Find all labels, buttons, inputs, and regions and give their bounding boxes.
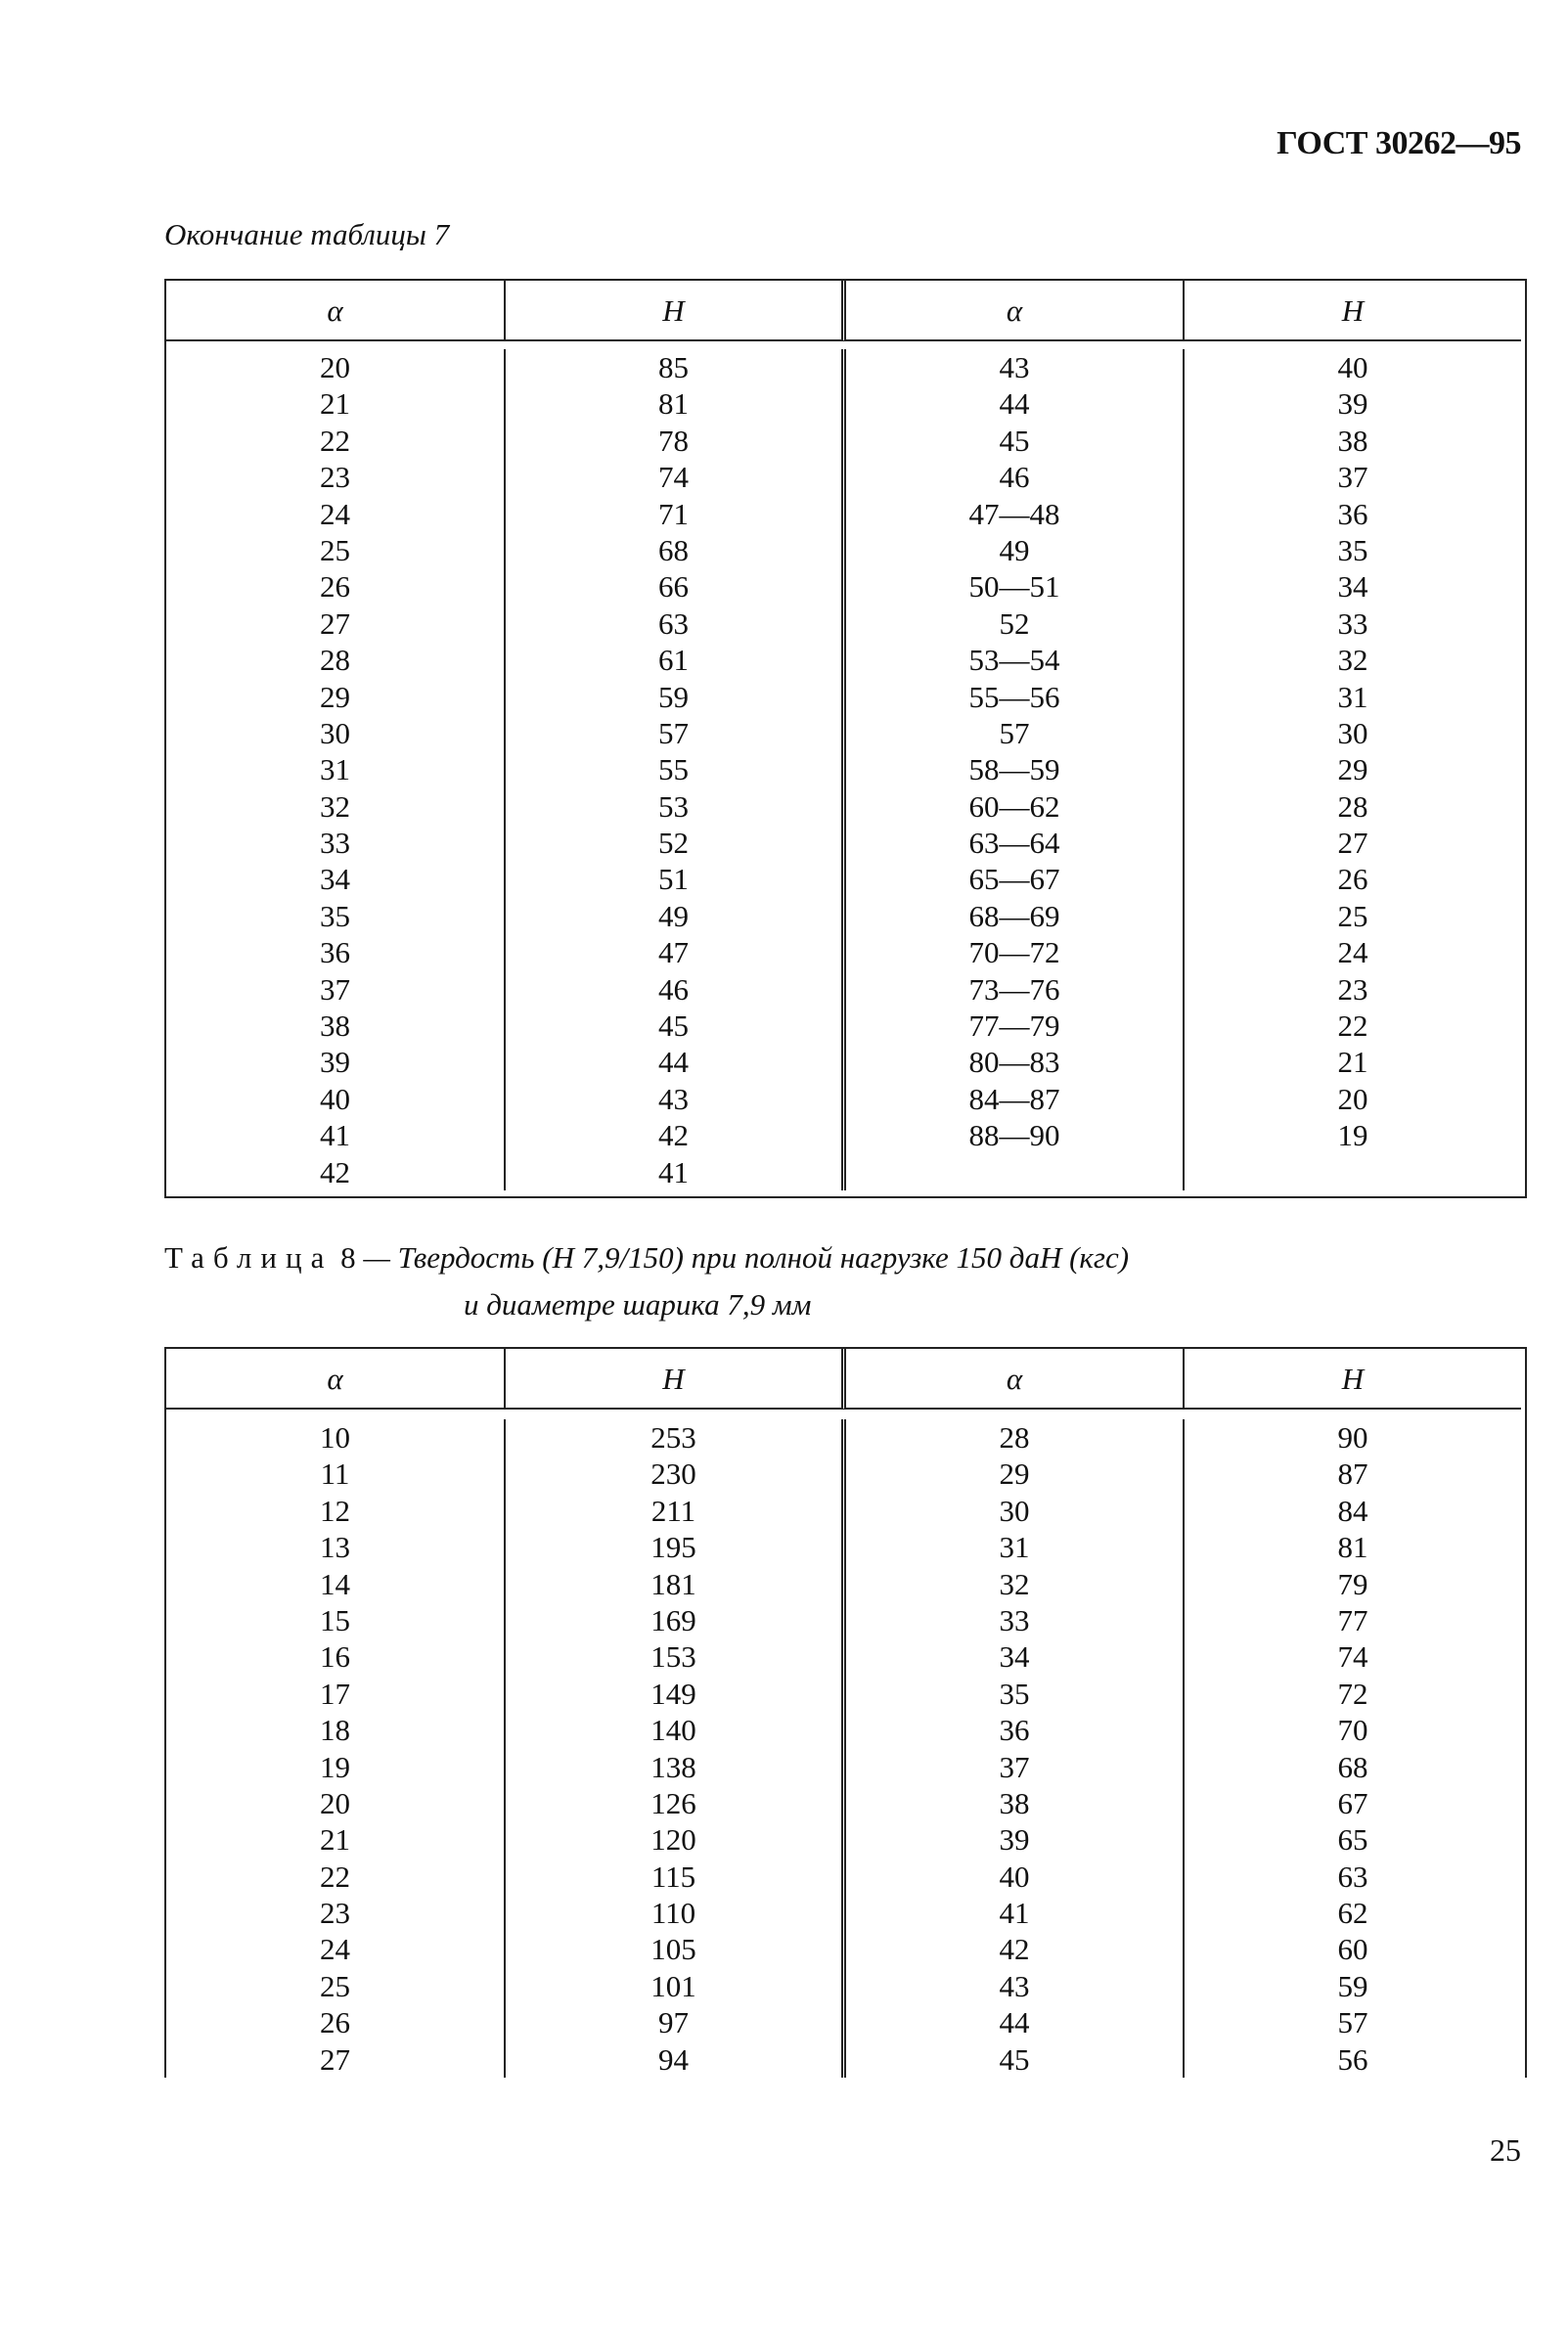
table-cell: 65 — [1337, 1822, 1368, 1858]
column-header: H — [506, 1349, 846, 1410]
page-number: 25 — [1490, 2132, 1521, 2168]
table-cell: 34 — [166, 861, 506, 897]
table-cell: 47—48 — [846, 496, 1185, 532]
table-row — [166, 1785, 1525, 1821]
table-cell: 43 — [846, 349, 1185, 385]
table-cell: 29 — [846, 1456, 1185, 1492]
table-cell: 22 — [166, 1859, 506, 1895]
column-header: α — [166, 281, 506, 341]
table-cell: 42 — [166, 1154, 506, 1190]
table-cell: 60 — [1337, 1932, 1368, 1967]
table-cell: 57 — [506, 715, 846, 751]
table-cell: 61 — [506, 642, 846, 678]
table-cell: 37 — [1337, 460, 1368, 495]
table-cell: 31 — [1337, 679, 1368, 714]
table-row — [166, 1676, 1525, 1712]
table-cell: 68—69 — [846, 898, 1185, 934]
table-row — [166, 1602, 1525, 1638]
table-cell: 68 — [1337, 1749, 1368, 1784]
table-cell: 101 — [506, 1968, 846, 2004]
table-cell: 115 — [506, 1859, 846, 1895]
table-header-row — [166, 1349, 1525, 1410]
table-cell: 24 — [166, 1931, 506, 1967]
table-cell: 23 — [166, 1895, 506, 1931]
table-row — [166, 605, 1525, 642]
table-cell: 20 — [166, 349, 506, 385]
table-8 — [164, 1347, 1527, 2078]
table-cell: 34 — [1337, 569, 1368, 605]
table-cell: 57 — [846, 715, 1185, 751]
table-cell: 40 — [1337, 350, 1368, 384]
table-cell: 49 — [506, 898, 846, 934]
table8-title-line2: и диаметре шарика 7,9 мм — [464, 1287, 812, 1322]
table-row — [166, 1493, 1525, 1529]
table-cell: 62 — [1337, 1896, 1368, 1931]
document-id-header: ГОСТ 30262—95 — [1277, 125, 1521, 161]
table-cell: 35 — [166, 898, 506, 934]
table-row — [166, 568, 1525, 605]
table-cell: 44 — [846, 385, 1185, 422]
table-cell: 43 — [506, 1081, 846, 1117]
table-cell: 230 — [506, 1456, 846, 1492]
table-cell: 42 — [506, 1117, 846, 1153]
table-cell: 81 — [506, 385, 846, 422]
table-row — [166, 1895, 1525, 1931]
table-cell: 26 — [166, 568, 506, 605]
table-cell: 23 — [1337, 971, 1368, 1007]
table-row — [166, 1117, 1525, 1153]
table-cell: 126 — [506, 1785, 846, 1821]
table-cell: 18 — [166, 1712, 506, 1748]
table-cell: 39 — [1337, 386, 1368, 422]
table-cell: 33 — [1337, 605, 1368, 641]
table8-title: — Твердость (H 7,9/150) при полной нагрузке 150 даН (кгс) — [363, 1240, 1130, 1275]
table-cell: 10 — [166, 1419, 506, 1456]
table-cell: 30 — [1337, 715, 1368, 750]
table-cell: 50—51 — [846, 568, 1185, 605]
table-cell: 59 — [506, 679, 846, 715]
table-cell: 44 — [846, 2004, 1185, 2040]
table-row — [166, 1529, 1525, 1565]
table-cell: 58—59 — [846, 751, 1185, 787]
table-row — [166, 349, 1525, 385]
table-row — [166, 679, 1525, 715]
table-cell: 13 — [166, 1529, 506, 1565]
table-cell: 43 — [846, 1968, 1185, 2004]
column-header: H — [506, 281, 846, 341]
table-cell: 74 — [1337, 1639, 1368, 1675]
table-cell: 90 — [1337, 1420, 1368, 1455]
table-cell: 169 — [506, 1602, 846, 1638]
table-row — [166, 898, 1525, 934]
table-cell: 52 — [846, 605, 1185, 642]
table-cell: 97 — [506, 2004, 846, 2040]
table-cell: 35 — [1337, 532, 1368, 567]
table-cell: 77—79 — [846, 1008, 1185, 1044]
table-cell: 32 — [846, 1566, 1185, 1602]
table-cell: 42 — [846, 1931, 1185, 1967]
table-cell: 15 — [166, 1602, 506, 1638]
table-cell: 24 — [166, 496, 506, 532]
table-cell: 105 — [506, 1931, 846, 1967]
table-cell: 70—72 — [846, 934, 1185, 970]
table-cell: 45 — [846, 2041, 1185, 2078]
table-cell: 27 — [166, 2041, 506, 2078]
table-cell: 77 — [1337, 1602, 1368, 1637]
table-cell: 67 — [1337, 1785, 1368, 1820]
table-row — [166, 971, 1525, 1008]
table-cell: 46 — [846, 459, 1185, 495]
table-row — [166, 1712, 1525, 1748]
table-row — [166, 532, 1525, 568]
table-row — [166, 1566, 1525, 1602]
table-cell: 59 — [1337, 1968, 1368, 2003]
table-cell: 25 — [166, 1968, 506, 2004]
table-cell: 84—87 — [846, 1081, 1185, 1117]
table-body — [166, 1410, 1525, 2078]
table-cell: 27 — [166, 605, 506, 642]
table-row — [166, 1749, 1525, 1785]
table-cell: 19 — [166, 1749, 506, 1785]
table-header-row — [166, 281, 1525, 341]
table-cell: 20 — [1337, 1081, 1368, 1116]
table-cell: 38 — [846, 1785, 1185, 1821]
table-cell: 84 — [1337, 1493, 1368, 1528]
table-cell: 28 — [1337, 788, 1368, 824]
column-header: α — [846, 281, 1185, 341]
table-cell: 17 — [166, 1676, 506, 1712]
table-row — [166, 1859, 1525, 1895]
table-cell: 41 — [166, 1117, 506, 1153]
table-cell: 45 — [846, 423, 1185, 459]
table-cell: 37 — [166, 971, 506, 1008]
table-cell: 36 — [166, 934, 506, 970]
table-row — [166, 1931, 1525, 1967]
column-header: α — [166, 1349, 506, 1410]
table-cell: 30 — [166, 715, 506, 751]
table-cell: 120 — [506, 1821, 846, 1858]
table-cell — [1185, 1154, 1521, 1190]
column-header: H — [1185, 281, 1521, 341]
table-cell: 55 — [506, 751, 846, 787]
table-cell: 28 — [166, 642, 506, 678]
table-cell: 20 — [166, 1785, 506, 1821]
table-row — [166, 2004, 1525, 2040]
table-cell: 79 — [1337, 1566, 1368, 1601]
table-cell: 31 — [846, 1529, 1185, 1565]
table-row — [166, 934, 1525, 970]
table-cell: 22 — [1337, 1008, 1368, 1044]
table-row — [166, 1419, 1525, 1456]
table-cell: 25 — [1337, 898, 1368, 933]
table-cell: 181 — [506, 1566, 846, 1602]
table-cell: 63—64 — [846, 825, 1185, 861]
table-cell: 16 — [166, 1638, 506, 1675]
table-row — [166, 751, 1525, 787]
table-cell: 14 — [166, 1566, 506, 1602]
table-cell: 85 — [506, 349, 846, 385]
table-cell: 25 — [166, 532, 506, 568]
table-cell: 40 — [166, 1081, 506, 1117]
table-row — [166, 2041, 1525, 2078]
table-7 — [164, 279, 1527, 1198]
table-cell: 45 — [506, 1008, 846, 1044]
table-row — [166, 1154, 1525, 1190]
table-row — [166, 861, 1525, 897]
table-cell: 36 — [846, 1712, 1185, 1748]
table-cell: 40 — [846, 1859, 1185, 1895]
table-cell: 73—76 — [846, 971, 1185, 1008]
table-cell: 71 — [506, 496, 846, 532]
table-cell: 22 — [166, 423, 506, 459]
table-row — [166, 1638, 1525, 1675]
table-cell: 39 — [166, 1044, 506, 1080]
table-cell: 211 — [506, 1493, 846, 1529]
table-cell: 44 — [506, 1044, 846, 1080]
table-cell: 66 — [506, 568, 846, 605]
table-cell: 53—54 — [846, 642, 1185, 678]
table-cell: 87 — [1337, 1456, 1368, 1492]
table-cell: 41 — [846, 1895, 1185, 1931]
table-cell: 81 — [1337, 1530, 1368, 1565]
table-cell: 33 — [846, 1602, 1185, 1638]
table-cell: 149 — [506, 1676, 846, 1712]
table-cell: 12 — [166, 1493, 506, 1529]
table-cell: 140 — [506, 1712, 846, 1748]
table-cell: 65—67 — [846, 861, 1185, 897]
table-row — [166, 496, 1525, 532]
table-row — [166, 642, 1525, 678]
table-cell: 60—62 — [846, 788, 1185, 825]
table-row — [166, 1081, 1525, 1117]
table-cell: 63 — [1337, 1859, 1368, 1894]
table-cell: 30 — [846, 1493, 1185, 1529]
table-cell: 35 — [846, 1676, 1185, 1712]
table-cell: 32 — [1337, 643, 1368, 678]
table-cell: 94 — [506, 2041, 846, 2078]
column-header: H — [1185, 1349, 1521, 1410]
table-cell: 29 — [1337, 752, 1368, 787]
column-header: α — [846, 1349, 1185, 1410]
table-cell: 138 — [506, 1749, 846, 1785]
table-cell: 31 — [166, 751, 506, 787]
table-row — [166, 385, 1525, 422]
table-row — [166, 788, 1525, 825]
table-cell: 47 — [506, 934, 846, 970]
table-cell: 21 — [166, 1821, 506, 1858]
table-row — [166, 1456, 1525, 1492]
table-cell: 253 — [506, 1419, 846, 1456]
table-cell: 51 — [506, 861, 846, 897]
table-cell: 68 — [506, 532, 846, 568]
table7-caption: Окончание таблицы 7 — [164, 217, 450, 251]
table-row — [166, 825, 1525, 861]
table-cell: 36 — [1337, 496, 1368, 531]
table-cell: 32 — [166, 788, 506, 825]
table-cell: 26 — [1337, 862, 1368, 897]
table-cell: 53 — [506, 788, 846, 825]
table-row — [166, 459, 1525, 495]
table-cell: 27 — [1337, 826, 1368, 861]
table-cell: 37 — [846, 1749, 1185, 1785]
table-cell: 24 — [1337, 935, 1368, 970]
table-cell: 38 — [166, 1008, 506, 1044]
table-cell: 21 — [1337, 1045, 1368, 1080]
table-cell: 29 — [166, 679, 506, 715]
table-cell: 11 — [166, 1456, 506, 1492]
table-cell: 34 — [846, 1638, 1185, 1675]
table8-label: Таблица — [164, 1240, 334, 1275]
table-cell: 23 — [166, 459, 506, 495]
table-row — [166, 1008, 1525, 1044]
table-cell: 72 — [1337, 1676, 1368, 1711]
table-cell: 195 — [506, 1529, 846, 1565]
table-cell: 110 — [506, 1895, 846, 1931]
table-cell: 21 — [166, 385, 506, 422]
table-cell: 26 — [166, 2004, 506, 2040]
table-row — [166, 1044, 1525, 1080]
table-cell: 28 — [846, 1419, 1185, 1456]
table-cell: 57 — [1337, 2005, 1368, 2040]
table-cell: 70 — [1337, 1713, 1368, 1748]
table-cell: 78 — [506, 423, 846, 459]
table-cell: 80—83 — [846, 1044, 1185, 1080]
table-cell: 55—56 — [846, 679, 1185, 715]
table-cell: 88—90 — [846, 1117, 1185, 1153]
table-cell: 49 — [846, 532, 1185, 568]
table-cell — [846, 1154, 1185, 1190]
table-body — [166, 341, 1525, 1198]
table-row — [166, 423, 1525, 459]
table-cell: 153 — [506, 1638, 846, 1675]
table-cell: 38 — [1337, 423, 1368, 458]
table-cell: 33 — [166, 825, 506, 861]
table-cell: 63 — [506, 605, 846, 642]
table-cell: 56 — [1337, 2041, 1368, 2077]
table8-caption — [164, 1240, 1130, 1322]
table-row — [166, 1821, 1525, 1858]
table-cell: 74 — [506, 459, 846, 495]
table-cell: 39 — [846, 1821, 1185, 1858]
table-row — [166, 715, 1525, 751]
table8-number: 8 — [340, 1240, 356, 1275]
table-row — [166, 1968, 1525, 2004]
table-cell: 41 — [506, 1154, 846, 1190]
table-cell: 52 — [506, 825, 846, 861]
table-cell: 19 — [1337, 1118, 1368, 1153]
table-cell: 46 — [506, 971, 846, 1008]
